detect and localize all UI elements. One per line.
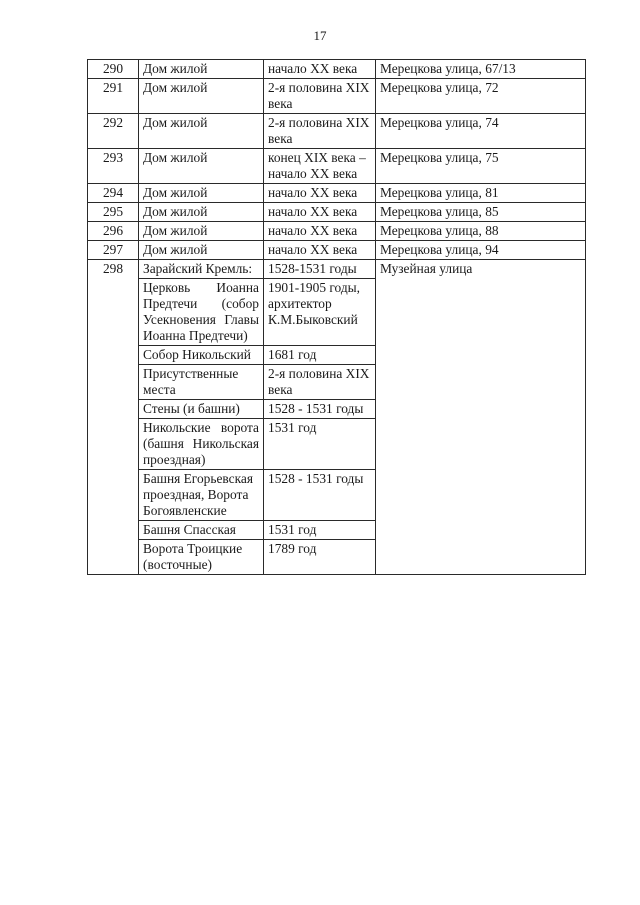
object-date: 2-я половина XIX века [264, 79, 376, 114]
object-address: Мерецкова улица, 94 [376, 241, 586, 260]
object-name: Дом жилой [139, 184, 264, 203]
sub-object-name: Церковь Иоанна Предтечи (собор Усекновения Главы Иоанна Предтечи) [139, 279, 264, 346]
row-number: 294 [88, 184, 139, 203]
sub-object-name: Присутственные места [139, 365, 264, 400]
row-number: 298 [88, 260, 139, 575]
row-number: 292 [88, 114, 139, 149]
row-number: 295 [88, 203, 139, 222]
sub-object-date: 1789 год [264, 540, 376, 575]
row-number: 297 [88, 241, 139, 260]
object-date: начало XX века [264, 241, 376, 260]
table-row [88, 60, 586, 79]
object-address: Музейная улица [376, 260, 586, 575]
object-address: Мерецкова улица, 74 [376, 114, 586, 149]
sub-object-name: Никольские ворота (башня Никольская проездная) [139, 419, 264, 470]
object-name: Дом жилой [139, 60, 264, 79]
heritage-registry-table [87, 59, 586, 575]
object-address: Мерецкова улица, 88 [376, 222, 586, 241]
object-date: начало XX века [264, 222, 376, 241]
object-date: начало XX века [264, 203, 376, 222]
table-row [88, 114, 586, 149]
row-number: 296 [88, 222, 139, 241]
table-row [88, 222, 586, 241]
row-number: 291 [88, 79, 139, 114]
object-address: Мерецкова улица, 85 [376, 203, 586, 222]
row-number: 290 [88, 60, 139, 79]
row-number: 293 [88, 149, 139, 184]
object-name: Дом жилой [139, 114, 264, 149]
object-name: Дом жилой [139, 79, 264, 114]
sub-object-name: Стены (и башни) [139, 400, 264, 419]
object-address: Мерецкова улица, 67/13 [376, 60, 586, 79]
object-date: начало XX века [264, 184, 376, 203]
object-name: Дом жилой [139, 241, 264, 260]
table-row [88, 260, 586, 279]
sub-object-name: Собор Никольский [139, 346, 264, 365]
table-row [88, 184, 586, 203]
sub-object-name: Ворота Троицкие (восточные) [139, 540, 264, 575]
table-row [88, 203, 586, 222]
object-address: Мерецкова улица, 75 [376, 149, 586, 184]
object-date: конец XIX века – начало XX века [264, 149, 376, 184]
object-name: Зарайский Кремль: [139, 260, 264, 279]
object-address: Мерецкова улица, 72 [376, 79, 586, 114]
table-row [88, 149, 586, 184]
object-date: 2-я половина XIX века [264, 114, 376, 149]
sub-object-date: 1531 год [264, 419, 376, 470]
sub-object-date: 1681 год [264, 346, 376, 365]
sub-object-name: Башня Егорьевская проездная, Ворота Богоявленские [139, 470, 264, 521]
object-name: Дом жилой [139, 222, 264, 241]
sub-object-date: 1531 год [264, 521, 376, 540]
object-name: Дом жилой [139, 149, 264, 184]
object-address: Мерецкова улица, 81 [376, 184, 586, 203]
table-row [88, 79, 586, 114]
sub-object-date: 2-я половина XIX века [264, 365, 376, 400]
object-name: Дом жилой [139, 203, 264, 222]
sub-object-date: 1901-1905 годы, архитектор К.М.Быковский [264, 279, 376, 346]
table-row [88, 241, 586, 260]
sub-object-name: Башня Спасская [139, 521, 264, 540]
sub-object-date: 1528 - 1531 годы [264, 470, 376, 521]
sub-object-date: 1528 - 1531 годы [264, 400, 376, 419]
object-date: 1528-1531 годы [264, 260, 376, 279]
page-number: 17 [313, 28, 327, 43]
object-date: начало XX века [264, 60, 376, 79]
